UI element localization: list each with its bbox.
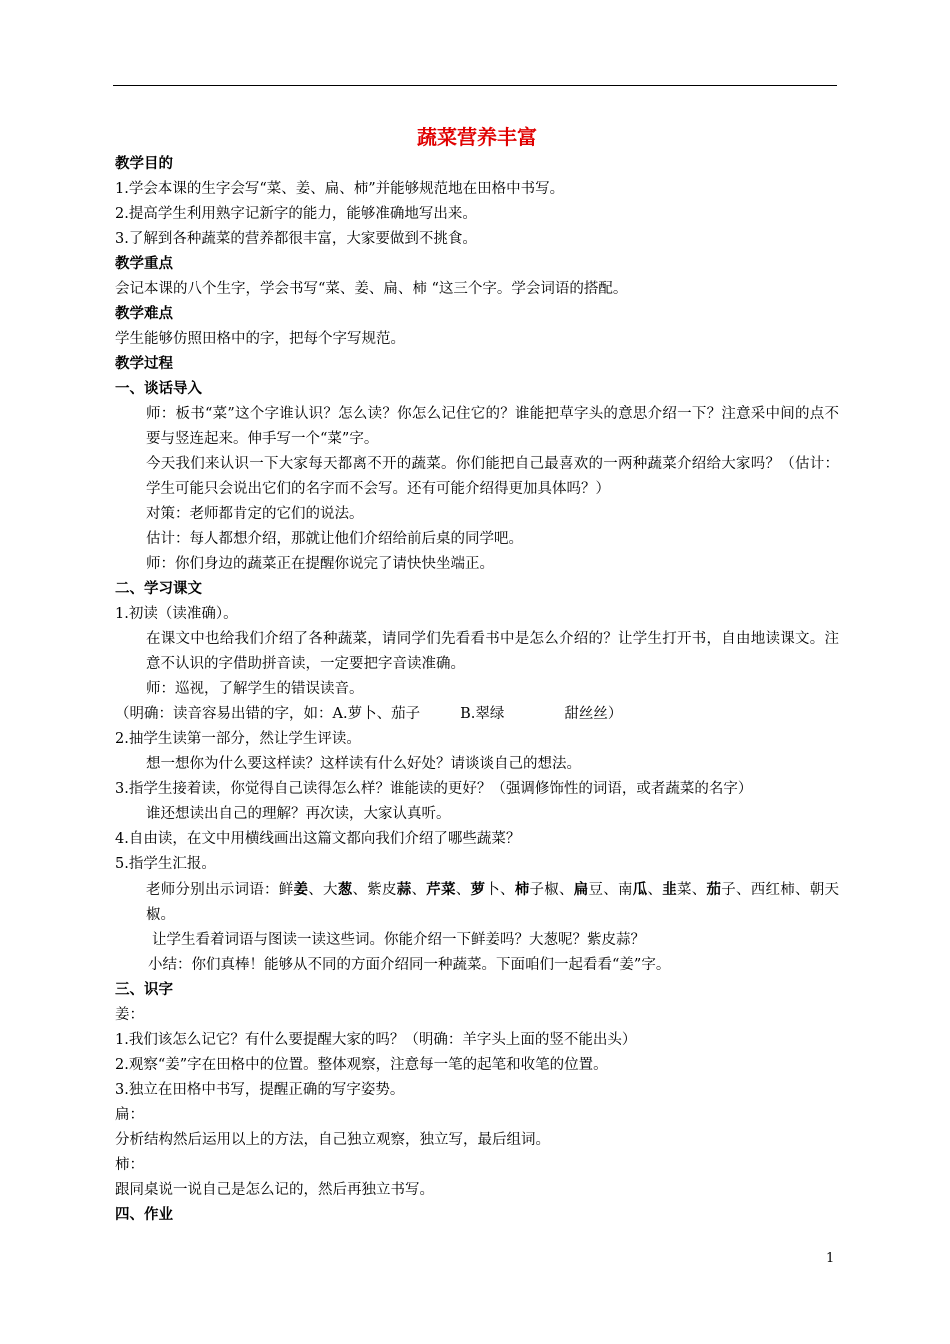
character-label: 扁： — [115, 1107, 144, 1123]
bold-char: 芹菜 — [426, 881, 456, 898]
paragraph: 小结：你们真棒！能够从不同的方面介绍同一种蔬菜。下面咱们一起看看“姜”字。 — [148, 957, 671, 973]
bold-char: 瓜 — [632, 881, 648, 898]
list-item: 5.指学生汇报。 — [115, 856, 216, 872]
bold-char: 韭 — [662, 881, 677, 898]
paragraph: 师：巡视，了解学生的错误读音。 — [146, 681, 364, 697]
paragraph: 谁还想读出自己的理解？再次读，大家认真听。 — [146, 806, 451, 822]
document-title: 蔬菜营养丰富 — [417, 125, 537, 149]
character-label: 柿： — [115, 1157, 144, 1173]
bold-char: 姜 — [293, 881, 309, 898]
step-heading-text-study: 二、学习课文 — [115, 581, 202, 597]
pronunciation-note-part: 甜丝丝） — [564, 706, 623, 722]
pronunciation-note — [115, 702, 839, 727]
word-text: 子、西红柿、朝天椒。 — [146, 882, 839, 923]
list-item: 2.观察“姜”字在田格中的位置。整体观察，注意每一笔的起笔和收笔的位置。 — [115, 1057, 608, 1073]
vocabulary-paragraph — [115, 877, 839, 928]
paragraph: 对策：老师都肯定的它们的说法。 — [146, 506, 364, 522]
objective-item: 1.学会本课的生字会写“菜、姜、扁、柿”并能够规范地在田格中书写。 — [115, 181, 565, 197]
key-points-text: 会记本课的八个生字，学会书写“菜、姜、扁、柿 “这三个字。学会词语的搭配。 — [115, 281, 628, 297]
word-text: 、 — [455, 882, 471, 898]
objective-item: 3.了解到各种蔬菜的营养都很丰富，大家要做到不挑食。 — [115, 231, 477, 247]
step-heading-intro: 一、谈话导入 — [115, 381, 202, 397]
pronunciation-note-part: B.翠绿 — [460, 706, 505, 722]
step-heading-homework: 四、作业 — [115, 1207, 173, 1223]
character-label: 姜： — [115, 1007, 144, 1023]
bold-char: 柿 — [514, 881, 530, 898]
word-text: 、紫皮 — [352, 882, 397, 898]
word-text: 老师分别出示词语：鲜 — [146, 882, 294, 898]
paragraph: 想一想你为什么要这样读？这样读有什么好处？请谈谈自己的想法。 — [146, 756, 581, 772]
step-heading-characters: 三、识字 — [115, 982, 173, 998]
word-text: 、 — [647, 882, 663, 898]
word-text: 、 — [411, 882, 427, 898]
bold-char: 茄 — [706, 881, 722, 898]
section-heading-process: 教学过程 — [115, 356, 173, 372]
bold-char: 萝 — [470, 881, 486, 898]
list-item: 3.指学生接着读，你觉得自己读得怎么样？谁能读的更好？（强调修饰性的词语，或者蔬菜的名字） — [115, 781, 753, 797]
list-item: 3.独立在田格中书写，提醒正确的写字姿势。 — [115, 1082, 405, 1098]
word-text: 菜、 — [677, 882, 707, 898]
bold-char: 蒜 — [396, 881, 412, 898]
word-text: 豆、南 — [588, 882, 633, 898]
paragraph: 在课文中也给我们介绍了各种蔬菜，请同学们先看看书中是怎么介绍的？让学生打开书，自由地读课文。注意不认识的字借助拼音读，一定要把字音读准确。 — [146, 631, 839, 672]
paragraph: 让学生看着词语与图读一读这些词。你能介绍一下鲜姜吗？大葱呢？紫皮蒜？ — [152, 932, 645, 948]
paragraph: 今天我们来认识一下大家每天都离不开的蔬菜。你们能把自己最喜欢的一两种蔬菜介绍给大家吗？（估计：学生可能只会说出它们的名字而不会写。还有可能介绍得更加具体吗？） — [146, 456, 839, 497]
paragraph: 分析结构然后运用以上的方法，自己独立观察，独立写，最后组词。 — [115, 1132, 550, 1148]
bold-char: 扁 — [573, 881, 589, 898]
document-body — [115, 124, 839, 1228]
section-heading-objectives: 教学目的 — [115, 156, 173, 172]
paragraph: 师：板书“菜”这个字谁认识？怎么读？你怎么记住它的？谁能把草字头的意思介绍一下？注意采中间的点不要与竖连起来。伸手写一个“菜”字。 — [146, 406, 839, 447]
word-text: 、大 — [308, 882, 338, 898]
list-item: 2.抽学生读第一部分，然让学生评读。 — [115, 731, 361, 747]
paragraph: 师：你们身边的蔬菜正在提醒你说完了请快快坐端正。 — [146, 556, 494, 572]
section-heading-difficulties: 教学难点 — [115, 306, 173, 322]
word-text: 卜、 — [485, 882, 515, 898]
list-item: 4.自由读，在文中用横线画出这篇文都向我们介绍了哪些蔬菜？ — [115, 831, 521, 847]
pronunciation-note-part: （明确：读音容易出错的字，如：A.萝卜、茄子 — [115, 706, 421, 722]
list-item: 1.我们该怎么记它？有什么要提醒大家的吗？（明确：羊字头上面的竖不能出头） — [115, 1032, 637, 1048]
header-rule — [113, 85, 837, 86]
page-number: 1 — [826, 1251, 835, 1266]
list-item: 1.初读（读准确）。 — [115, 606, 238, 622]
paragraph: 跟同桌说一说自己是怎么记的，然后再独立书写。 — [115, 1182, 434, 1198]
difficulties-text: 学生能够仿照田格中的字，把每个字写规范。 — [115, 331, 405, 347]
bold-char: 葱 — [337, 881, 353, 898]
paragraph: 估计：每人都想介绍，那就让他们介绍给前后桌的同学吧。 — [146, 531, 523, 547]
word-text: 子椒、 — [529, 882, 574, 898]
objective-item: 2.提高学生利用熟字记新字的能力，能够准确地写出来。 — [115, 206, 477, 222]
section-heading-key-points: 教学重点 — [115, 256, 173, 272]
